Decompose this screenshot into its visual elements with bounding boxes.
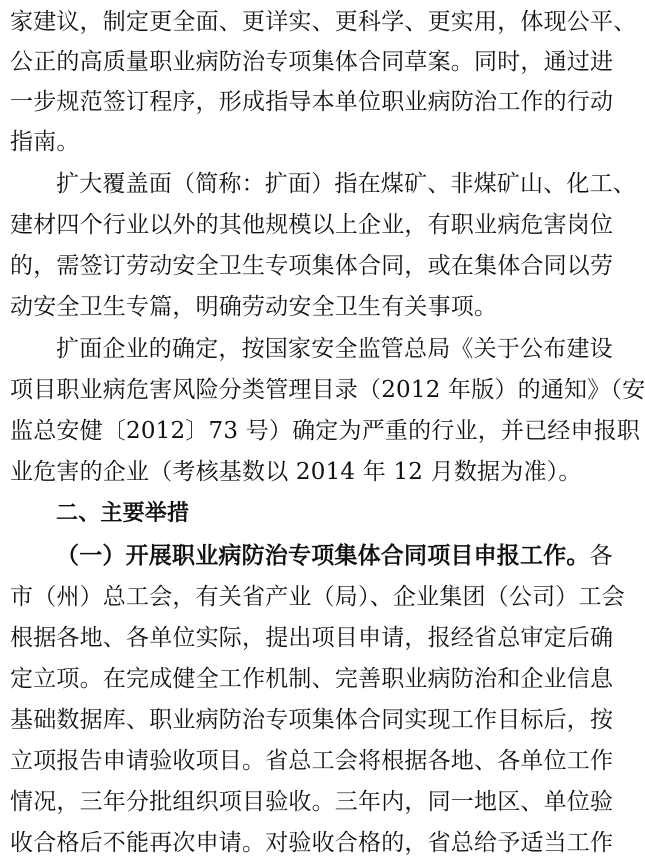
paragraph-line: 市（州）总工会，有关省产业（局）、企业集团（公司）工会	[10, 584, 625, 610]
paragraph-line: 收合格后不能再次申请。对验收合格的，省总给予适当工作	[10, 830, 614, 856]
paragraph-line: 动安全卫生专篇，明确劳动安全卫生有关事项。	[10, 294, 498, 320]
paragraph-line: 项目职业病危害风险分类管理目录（2012 年版）的通知》（安	[10, 377, 645, 403]
paragraph-line: 根据各地、各单位实际，提出项目申请，报经省总审定后确	[10, 625, 614, 651]
paragraph-line: 定立项。在完成健全工作机制、完善职业病防治和企业信息	[10, 666, 614, 692]
paragraph-line	[10, 536, 613, 576]
paragraph-line: 扩面企业的确定，按国家安全监管总局《关于公布建设	[56, 336, 613, 362]
paragraph-line: 业危害的企业（考核基数以 2014 年 12 月数据为准）。	[10, 459, 582, 485]
paragraph-line: 的，需签订劳动安全卫生专项集体合同，或在集体合同以劳	[10, 253, 614, 279]
paragraph-line: 家建议，制定更全面、更详实、更科学、更实用，体现公平、	[10, 9, 637, 35]
paragraph-line: 指南。	[10, 129, 80, 155]
paragraph-line: 公正的高质量职业病防治专项集体合同草案。同时，通过进	[10, 49, 614, 75]
paragraph-line: 基础数据库、职业病防治专项集体合同实现工作目标后，按	[10, 707, 614, 733]
paragraph-line: 情况，三年分批组织项目验收。三年内，同一地区、单位验	[10, 789, 614, 815]
paragraph-line: 监总安健〔2012〕73 号）确定为严重的行业，并已经申报职	[10, 418, 641, 444]
section-heading: 二、主要举措	[56, 501, 190, 526]
subsection-title: （一）开展职业病防治专项集体合同项目申报工作。	[56, 542, 590, 569]
paragraph-text: 各	[589, 543, 613, 569]
paragraph-line: 建材四个行业以外的其他规模以上企业，有职业病危害岗位	[10, 212, 614, 238]
paragraph-line: 扩大覆盖面（简称：扩面）指在煤矿、非煤矿山、化工、	[56, 171, 636, 197]
paragraph-line: 一步规范签订程序，形成指导本单位职业病防治工作的行动	[10, 89, 614, 115]
paragraph-line: 立项报告申请验收项目。省总工会将根据各地、各单位工作	[10, 748, 614, 774]
